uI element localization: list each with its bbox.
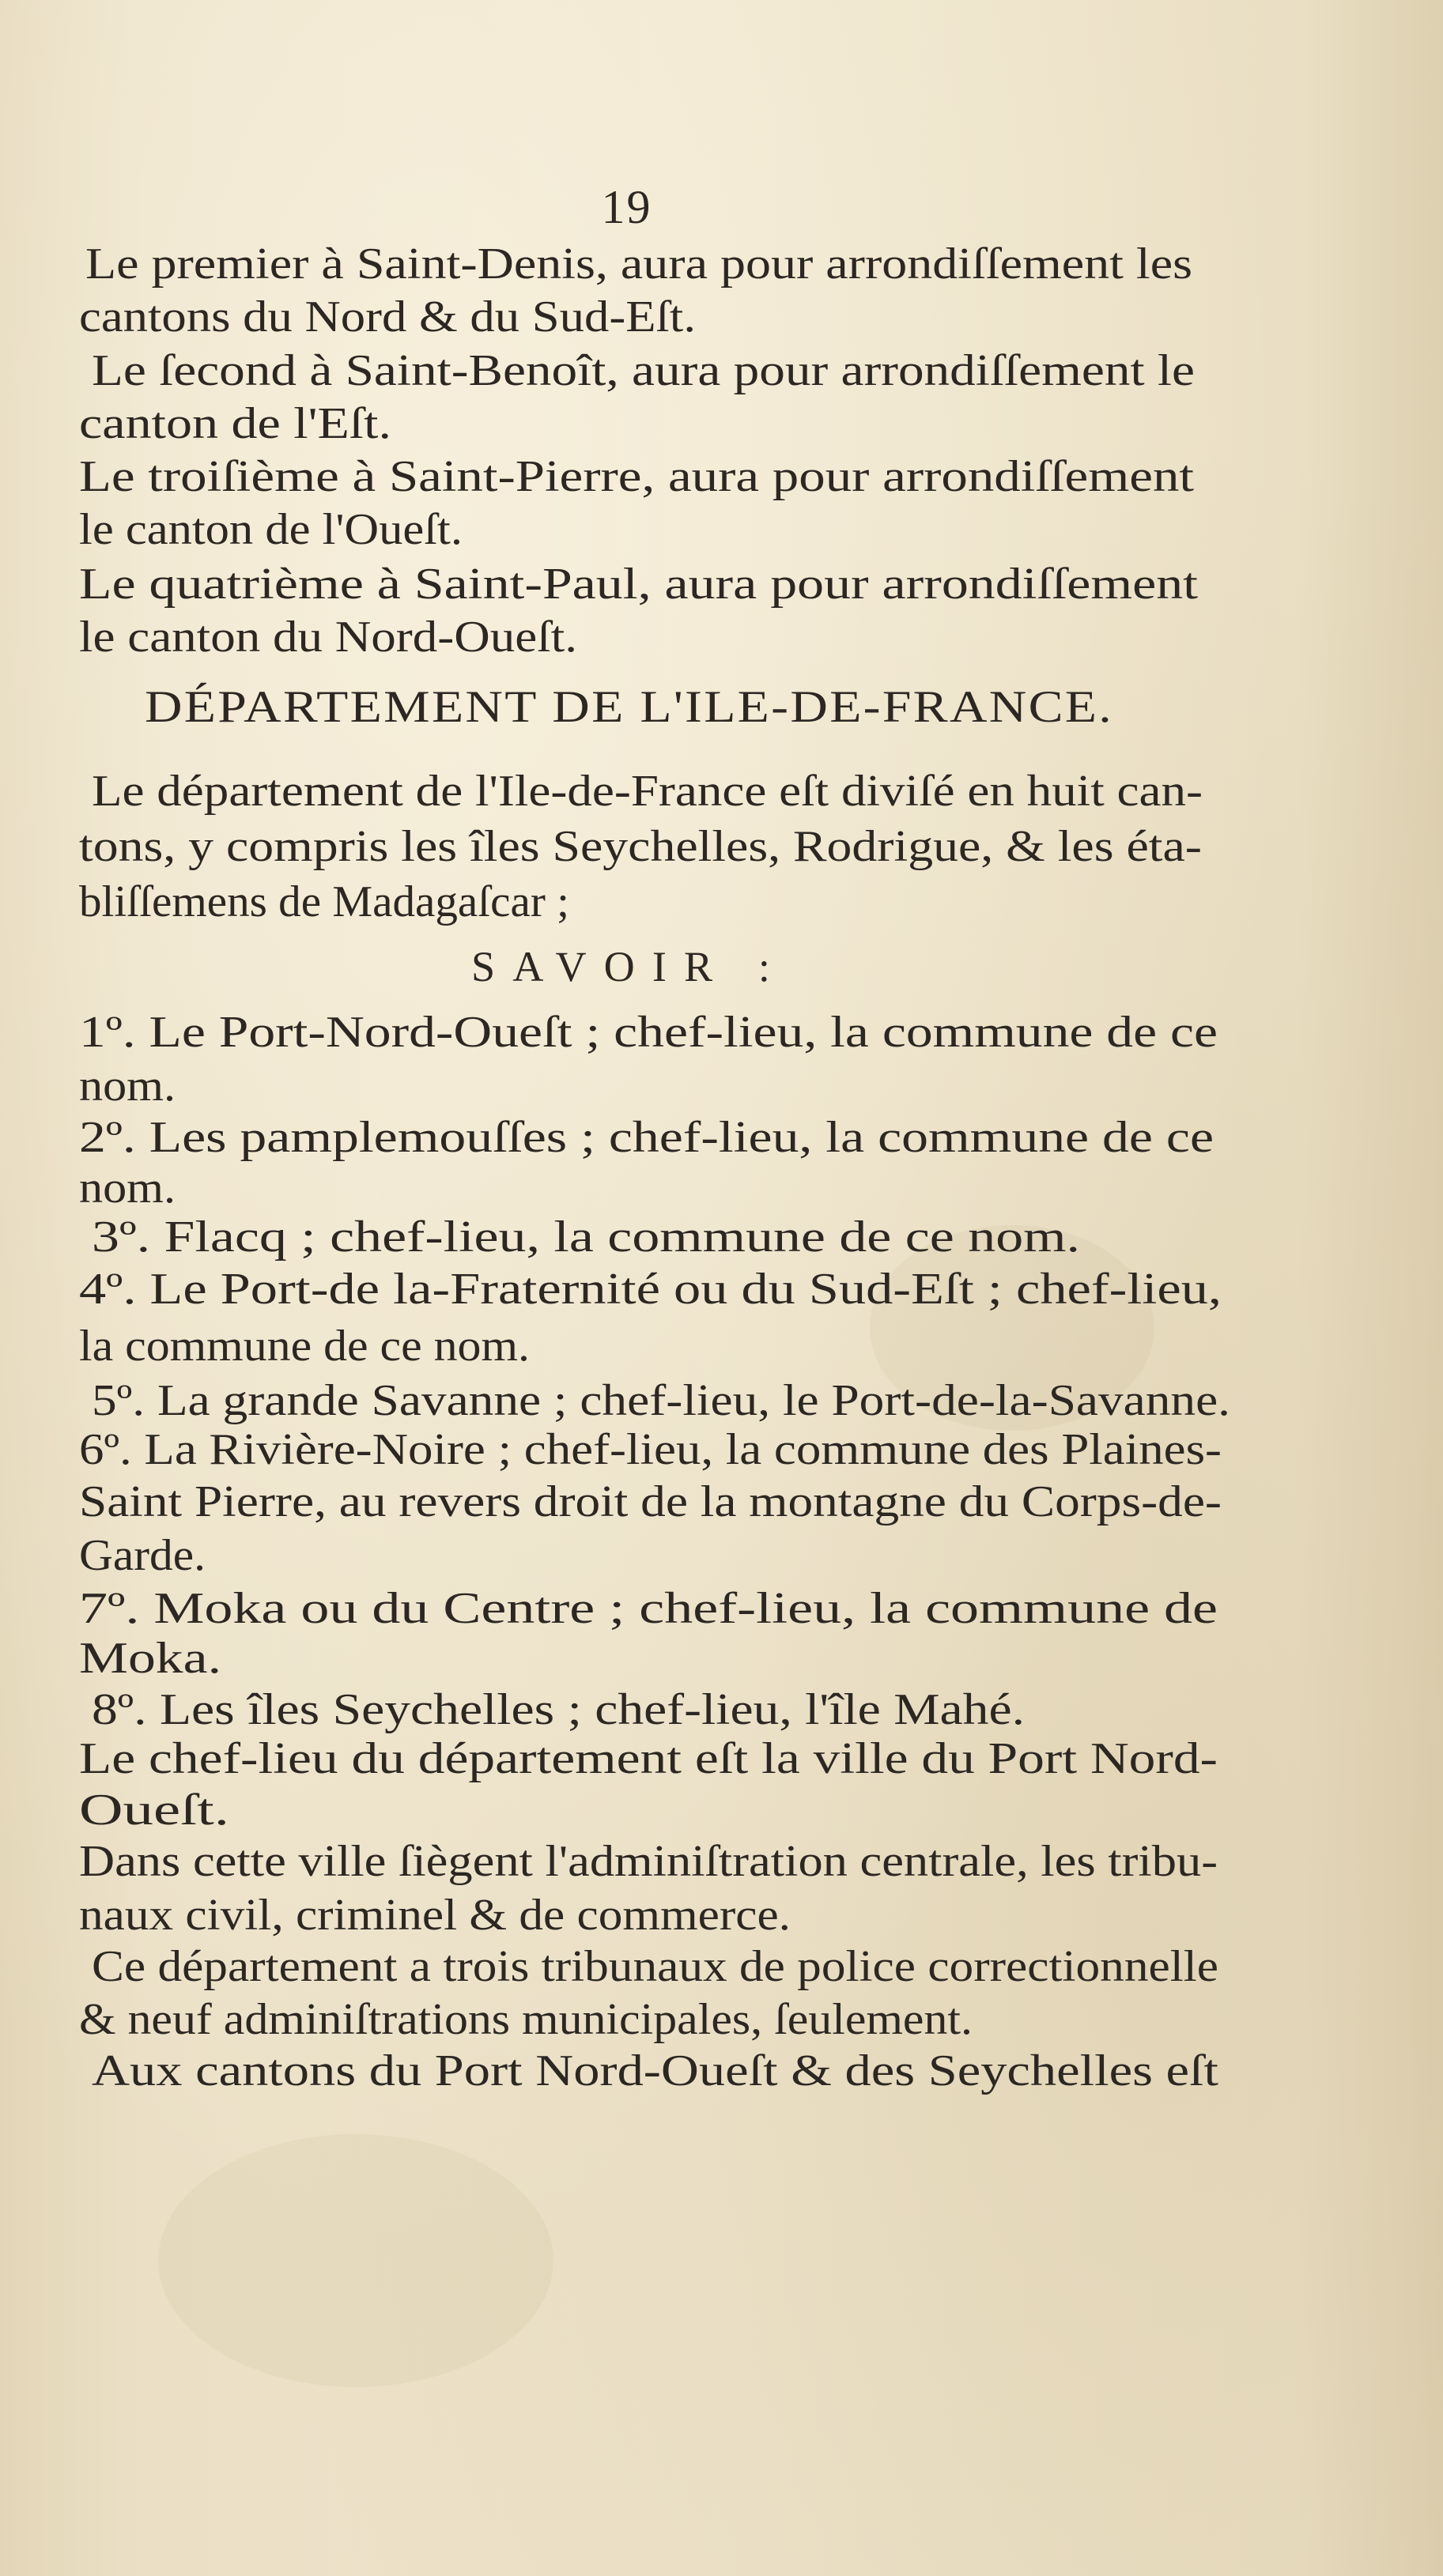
text-line: canton de l'Eſt.: [79, 399, 391, 448]
text-line: Garde.: [79, 1531, 206, 1580]
text-line: Moka.: [79, 1634, 221, 1683]
text-line: 1º. Le Port-Nord-Oueſt ; chef-lieu, la commune de ce: [79, 1008, 1218, 1057]
text-line: nom.: [79, 1164, 176, 1213]
text-line: Oueſt.: [79, 1786, 229, 1835]
text-line: & neuf adminiſtrations municipales, ſeulement.: [79, 1995, 973, 2044]
text-line: le canton du Nord-Oueſt.: [79, 613, 577, 662]
text-line: 3º. Flacq ; chef-lieu, la commune de ce nom.: [92, 1213, 1080, 1262]
text-line: cantons du Nord & du Sud-Eſt.: [79, 292, 696, 341]
text-line: Dans cette ville ſiègent l'adminiſtration centrale, les tribu-: [79, 1837, 1218, 1886]
text-line: Aux cantons du Port Nord-Oueſt & des Seychelles eſt: [92, 2046, 1218, 2095]
text-line: Le chef-lieu du département eſt la ville du Port Nord-: [79, 1734, 1218, 1783]
text-line: 2º. Les pamplemouſſes ; chef-lieu, la commune de ce: [79, 1113, 1214, 1162]
text-line: 8º. Les îles Seychelles ; chef-lieu, l'île Mahé.: [92, 1685, 1025, 1734]
text-line: 6º. La Rivière-Noire ; chef-lieu, la commune des Plaines-: [79, 1425, 1222, 1474]
text-line: le canton de l'Oueſt.: [79, 505, 463, 554]
text-line: naux civil, criminel & de commerce.: [79, 1891, 791, 1940]
text-line: Le ſecond à Saint-Benoît, aura pour arrondiſſement le: [92, 346, 1195, 395]
text-line: Le premier à Saint-Denis, aura pour arrondiſſement les: [85, 239, 1192, 289]
text-line: Le troiſième à Saint-Pierre, aura pour arrondiſſement: [79, 452, 1194, 501]
text-line: Le département de l'Ile-de-France eſt diviſé en huit can-: [92, 767, 1203, 816]
text-line: 5º. La grande Savanne ; chef-lieu, le Port-de-la-Savanne.: [92, 1376, 1230, 1425]
text-line: Saint Pierre, au revers droit de la montagne du Corps-de-: [79, 1477, 1222, 1526]
text-line: Le quatrième à Saint-Paul, aura pour arrondiſſement: [79, 560, 1198, 609]
page-number: 19: [601, 181, 652, 233]
text-line: Ce département a trois tribunaux de police correctionnelle: [92, 1942, 1219, 1991]
text-line: tons, y compris les îles Seychelles, Rodrigue, & les éta-: [79, 822, 1202, 871]
text-line: bliſſemens de Madagaſcar ;: [79, 877, 569, 926]
section-heading: DÉPARTEMENT DE L'ILE-DE-FRANCE.: [145, 682, 1113, 732]
text-line: 7º. Moka ou du Centre ; chef-lieu, la commune de: [79, 1584, 1218, 1633]
text-line: la commune de ce nom.: [79, 1322, 530, 1371]
savoir-heading: SAVOIR :: [471, 943, 788, 990]
paper-stain: [158, 2134, 553, 2387]
text-line: nom.: [79, 1062, 176, 1111]
text-line: 4º. Le Port-de la-Fraternité ou du Sud-Eſt ; chef-lieu,: [79, 1265, 1222, 1314]
